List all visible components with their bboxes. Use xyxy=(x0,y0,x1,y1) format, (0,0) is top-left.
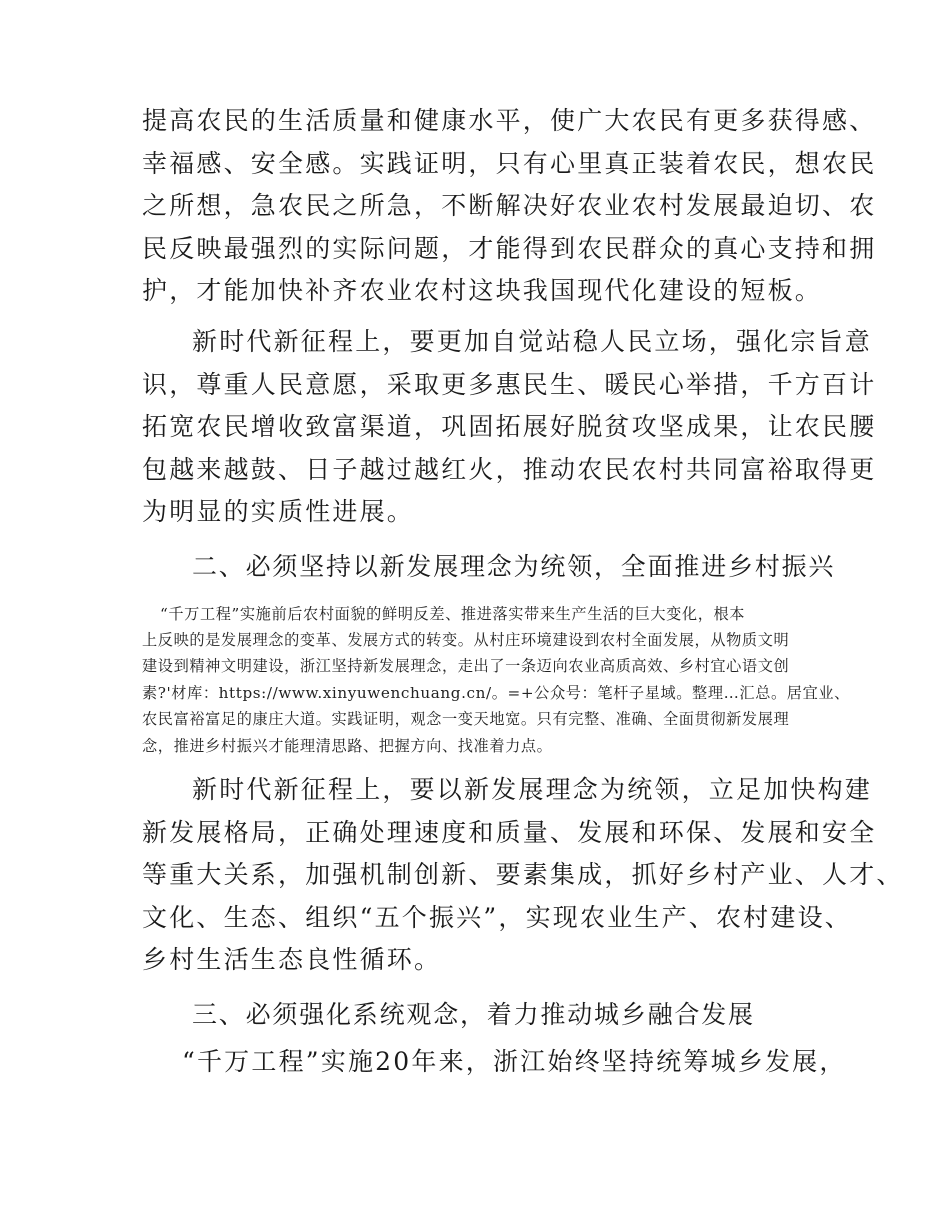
text-line: 护，才能加快补齐农业农村这块我国现代化建设的短板。 xyxy=(142,276,823,306)
text-line: 乡村生活生态良性循环。 xyxy=(142,945,442,975)
paragraph-rural-wellbeing xyxy=(142,100,877,313)
section-heading-2: 二、必须坚持以新发展理念为统领，全面推进乡村振兴 xyxy=(192,551,836,581)
text-line: 等重大关系，加强机制创新、要素集成，抓好乡村产业、人才、 xyxy=(142,860,904,890)
text-line: 幸福感、安全感。实践证明，只有心里真正装着农民，想农民 xyxy=(142,148,877,178)
text-line: “千万工程”实施20年来，浙江始终坚持统筹城乡发展， xyxy=(182,1046,847,1076)
text-line: 为明显的实质性进展。 xyxy=(142,497,415,527)
text-line: 新发展格局，正确处理速度和质量、发展和环保、发展和安全 xyxy=(142,817,877,847)
text-line: 拓宽农民增收致富渠道，巩固拓展好脱贫攻坚成果，让农民腰 xyxy=(142,412,877,442)
paragraph-new-development xyxy=(142,769,904,982)
text-line: 文化、生态、组织“五个振兴”，实现农业生产、农村建设、 xyxy=(142,902,852,932)
text-line: 民反映最强烈的实际问题，才能得到农民群众的真心支持和拥 xyxy=(142,233,877,263)
document-page xyxy=(142,100,904,1083)
text-line: 识，尊重人民意愿，采取更多惠民生、暖民心举措，千方百计 xyxy=(142,369,877,399)
text-line: “千万工程”实施前后农村面貌的鲜明反差、推进落实带来生产生活的巨大变化，根本 xyxy=(160,604,746,623)
paragraph-urban-rural xyxy=(142,1041,847,1084)
text-line: 建设到精神文明建设，浙江坚持新发展理念，走出了一条迈向农业高质高效、乡村宜心语文创 xyxy=(142,657,790,676)
text-line: 新时代新征程上，要更加自觉站稳人民立场，强化宗旨意 xyxy=(192,326,873,356)
text-line: 之所想，急农民之所急，不断解决好农业农村发展最迫切、农 xyxy=(142,191,877,221)
text-line: 念，推进乡村振兴才能理清思路、把握方向、找准着力点。 xyxy=(142,736,553,755)
section-heading-3: 三、必须强化系统观念，着力推动城乡融合发展 xyxy=(192,999,755,1029)
text-line: 素?'材库：https://www.xinyuwenchuang.cn/。=+公众号：笔杆子星域。整理…汇总。居宜业、 xyxy=(142,683,850,702)
text-line: 提高农民的生活质量和健康水平，使广大农民有更多获得感、 xyxy=(142,106,877,135)
text-line: 农民富裕富足的康庄大道。实践证明，观念一变天地宽。只有完整、准确、全面贯彻新发展理 xyxy=(142,710,790,729)
paragraph-development-concept xyxy=(142,601,850,759)
text-line: 包越来越鼓、日子越过越红火，推动农民农村共同富裕取得更 xyxy=(142,454,877,484)
text-line: 新时代新征程上，要以新发展理念为统领，立足加快构建 xyxy=(192,774,873,804)
paragraph-people-stance xyxy=(142,321,877,534)
text-line: 上反映的是发展理念的变革、发展方式的转变。从村庄环境建设到农村全面发展，从物质文明 xyxy=(142,630,790,649)
